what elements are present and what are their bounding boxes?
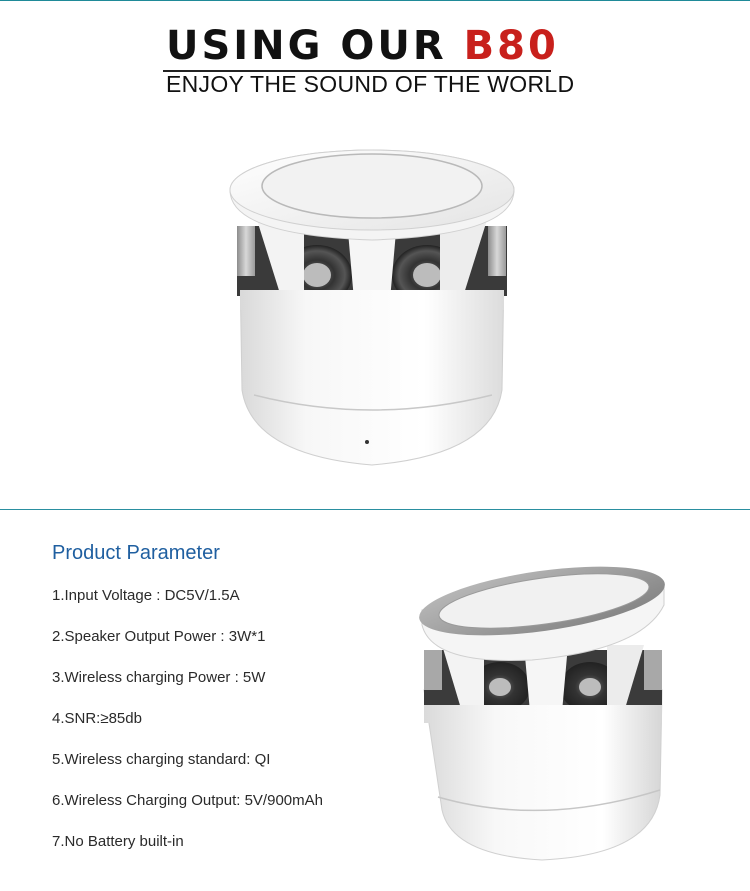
section-heading: Product Parameter (52, 542, 220, 564)
parameter-item: 2.Speaker Output Power : 3W*1 (52, 628, 266, 645)
parameter-item: 4.SNR:≥85db (52, 710, 142, 727)
parameter-list (52, 584, 323, 871)
section-divider (0, 509, 750, 510)
speaker-angled-image (412, 565, 672, 865)
title-model: B80 (463, 23, 559, 69)
page-subtitle: ENJOY THE SOUND OF THE WORLD (166, 71, 575, 97)
title-prefix: USING OUR (166, 23, 447, 69)
parameter-item: 3.Wireless charging Power : 5W (52, 669, 266, 686)
page-title (166, 22, 559, 70)
parameter-item: 7.No Battery built-in (52, 833, 184, 850)
parameter-item: 5.Wireless charging standard: QI (52, 751, 271, 768)
parameter-item: 1.Input Voltage : DC5V/1.5A (52, 587, 240, 604)
speaker-front-image (222, 140, 522, 475)
top-divider (0, 0, 750, 1)
parameter-item: 6.Wireless Charging Output: 5V/900mAh (52, 792, 323, 809)
